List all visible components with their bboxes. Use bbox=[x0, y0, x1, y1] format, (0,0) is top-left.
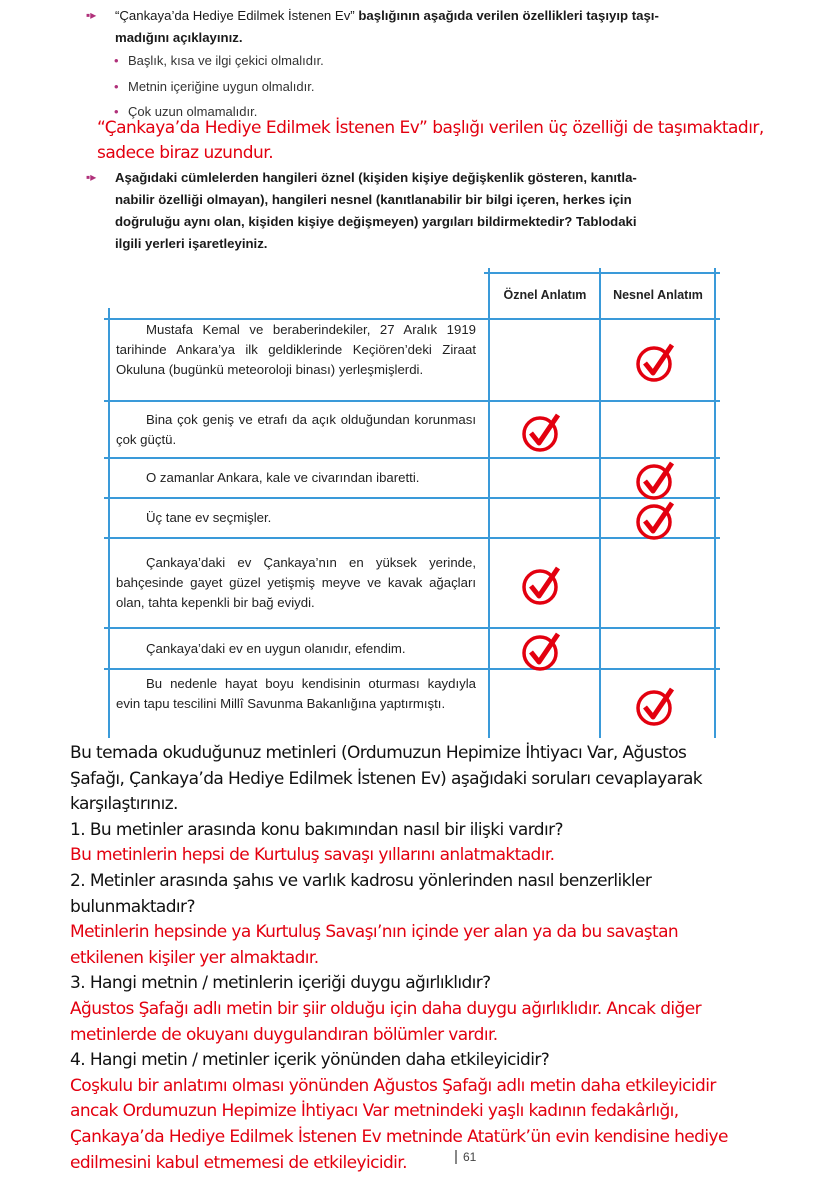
question-2-line: ilgili yerleri işaretleyiniz. bbox=[115, 236, 268, 251]
answer-line: metinlerde de okuyanı duygulandıran bölümler vardır. bbox=[70, 1024, 498, 1045]
table-row-text: Bu nedenle hayat boyu kendisinin oturması kaydıyla evin tapu tescilini Millî Savunma Bakanlığına yaptırmıştı. bbox=[116, 676, 476, 711]
question-2-line: doğruluğu aynı olan, kişiden kişiye değişmeyen) yargıları bildirmektedir? Tablodaki bbox=[115, 214, 637, 229]
checkmark-icon bbox=[522, 565, 562, 605]
question-line: bulunmaktadır? bbox=[70, 896, 195, 917]
opinion-table bbox=[108, 268, 716, 738]
question-1-text: başlığının aşağıda verilen özellikleri taşıyıp taşı- bbox=[354, 8, 659, 23]
question-1-title: “Çankaya’da Hediye Edilmek İstenen Ev” bbox=[115, 8, 355, 23]
table-row-text: Çankaya’daki ev en uygun olanıdır, efendim. bbox=[146, 640, 406, 656]
question-2-line: Aşağıdaki cümlelerden hangileri öznel (kişiden kişiye değişkenlik gösteren, kanıtla- bbox=[115, 170, 637, 185]
checkmark-icon bbox=[636, 460, 676, 500]
question-2 bbox=[115, 167, 637, 255]
answer-1-line: “Çankaya’da Hediye Edilmek İstenen Ev” başlığı verilen üç özelliği de taşımaktadır, bbox=[97, 118, 764, 138]
question-line: Bu temada okuduğunuz metinleri (Ordumuzun Hepimize İhtiyacı Var, Ağustos bbox=[70, 743, 687, 763]
arrow-icon: ▪▸ bbox=[86, 8, 97, 22]
header-oznel: Öznel Anlatım bbox=[503, 288, 587, 302]
answer-line: Bu metinlerin hepsi de Kurtuluş savaşı yıllarını anlatmaktadır. bbox=[70, 845, 555, 866]
question-line: 4. Hangi metin / metinler içerik yönünden daha etkileyicidir? bbox=[70, 1050, 550, 1071]
bullet: • Metnin içeriğine uygun olmalıdır. bbox=[128, 79, 314, 94]
answer-line: Coşkulu bir anlatımı olması yönünden Ağustos Şafağı adlı metin daha etkileyicidir bbox=[70, 1075, 716, 1096]
table-row-text: O zamanlar Ankara, kale ve civarından ibaretti. bbox=[146, 470, 420, 485]
grid-line bbox=[108, 308, 110, 738]
checkmark-icon bbox=[522, 412, 562, 452]
grid-line bbox=[104, 627, 720, 629]
table-row-text: Bina çok geniş ve etrafı da açık olduğundan korunması çok güçtü. bbox=[116, 411, 476, 447]
arrow-icon: ▪▸ bbox=[86, 170, 97, 184]
bullet: • Çok uzun olmamalıdır. bbox=[128, 104, 257, 119]
bullet: • Başlık, kısa ve ilgi çekici olmalıdır. bbox=[128, 53, 324, 68]
question-line: Şafağı, Çankaya’da Hediye Edilmek İstenen Ev) aşağıdaki soruları cevaplayarak bbox=[70, 768, 703, 789]
checkmark-icon bbox=[636, 342, 676, 382]
page-number: 61 bbox=[455, 1150, 476, 1164]
grid-line bbox=[104, 457, 720, 459]
answer-line: Çankaya’da Hediye Edilmek İstenen Ev metninde Atatürk’ün evin kendisine hediye bbox=[70, 1127, 728, 1147]
grid-line bbox=[104, 668, 720, 670]
table-row-text: Üç tane ev seçmişler. bbox=[146, 510, 272, 525]
question-1-text-2: madığını açıklayınız. bbox=[115, 30, 243, 45]
table-row-text: Çankaya’daki ev Çankaya’nın en yüksek yerinde, bahçesinde gayet güzel yetişmiş meyve ve kavak ağaçları olan, tahta kepenkli bir bağ eviydi. bbox=[116, 555, 476, 610]
table-row-text: Mustafa Kemal ve beraberindekiler, 27 Aralık 1919 tarihinde Ankara’ya ilk geldiklerinde Keçiören’deki Ziraat Okuluna (bugünkü meteoroloji binası) yerleşmişlerdi. bbox=[116, 322, 476, 377]
checkmark-icon bbox=[522, 631, 562, 671]
question-line: 1. Bu metinler arasında konu bakımından nasıl bir ilişki vardır? bbox=[70, 819, 563, 840]
answer-line: Metinlerin hepsinde ya Kurtuluş Savaşı’nın içinde yer alan ya da bu savaştan bbox=[70, 922, 679, 943]
answer-1-line: sadece biraz uzundur. bbox=[97, 143, 274, 163]
question-line: 2. Metinler arasında şahıs ve varlık kadrosu yönlerinden nasıl benzerlikler bbox=[70, 871, 652, 891]
grid-line bbox=[104, 537, 720, 539]
question-line: karşılaştırınız. bbox=[70, 794, 178, 815]
answer-line: Ağustos Şafağı adlı metin bir şiir olduğu için daha duygu ağırlıklıdır. Ancak diğer bbox=[70, 999, 701, 1019]
header-nesnel: Nesnel Anlatım bbox=[613, 288, 703, 302]
grid-line bbox=[484, 272, 720, 274]
answer-line: etkilenen kişiler yer almaktadır. bbox=[70, 947, 319, 968]
checkmark-icon bbox=[636, 500, 676, 540]
grid-line bbox=[104, 400, 720, 402]
question-1 bbox=[115, 5, 755, 49]
question-2-line: nabilir özelliği olmayan), hangileri nesnel (kanıtlanabilir bir bilgi içeren, herkes için bbox=[115, 192, 632, 207]
question-line: 3. Hangi metnin / metinlerin içeriği duygu ağırlıklıdır? bbox=[70, 973, 491, 994]
answer-line: ancak Ordumuzun Hepimize İhtiyacı Var metnindeki yaşlı kadının fedakârlığı, bbox=[70, 1101, 679, 1122]
answer-line: edilmesini kabul etmemesi de etkileyicidir. bbox=[70, 1152, 407, 1173]
checkmark-icon bbox=[636, 686, 676, 726]
grid-line bbox=[104, 497, 720, 499]
